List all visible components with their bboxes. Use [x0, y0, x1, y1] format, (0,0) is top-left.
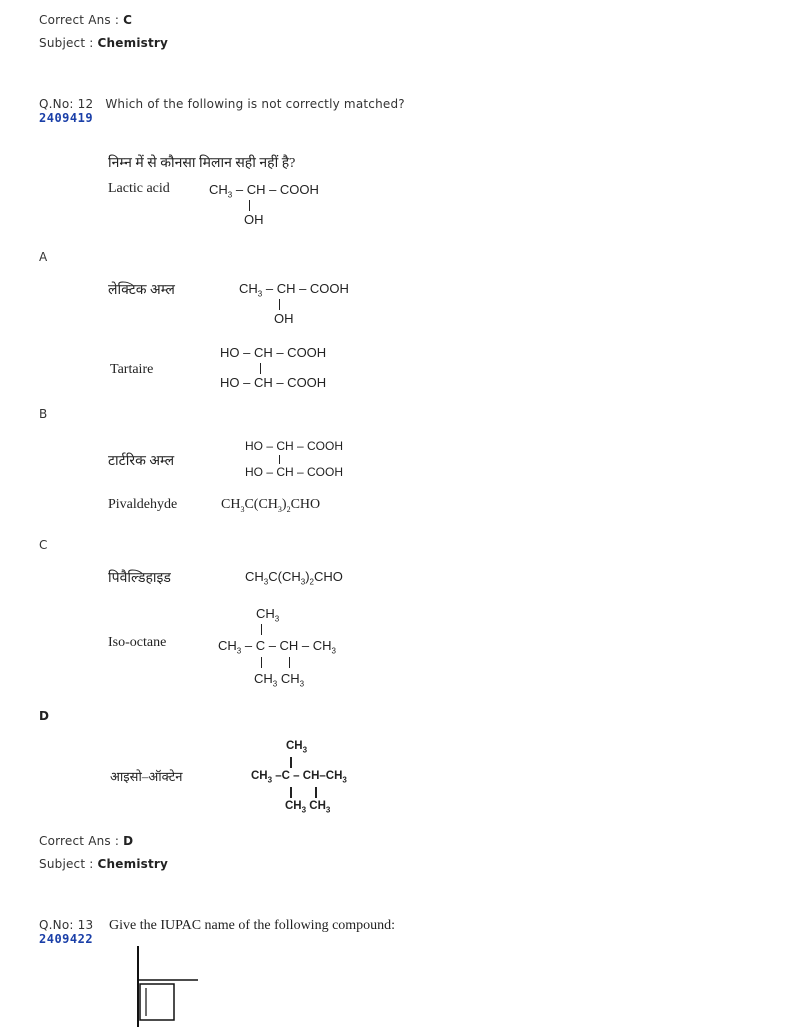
- option-d-formula-mid-hi: $CH_3$ $-C - CH-CH_3$: [251, 770, 347, 785]
- option-d-name-en: Iso-octane: [108, 635, 167, 650]
- correct-answer-row: [39, 834, 133, 848]
- option-d-name-hi: आइसो–ऑक्टेन: [110, 769, 183, 784]
- question-id: 2409422: [39, 932, 94, 946]
- option-c-name-en: Pivaldehyde: [108, 497, 178, 512]
- bond-line: [261, 657, 262, 668]
- subject-value: Chemistry: [97, 857, 169, 871]
- bond-line: [249, 200, 250, 211]
- compound-structure: [130, 940, 210, 1027]
- option-d-label[interactable]: D: [39, 709, 50, 723]
- bond-line: [289, 657, 290, 668]
- question-number: Q.No: 13: [39, 918, 94, 932]
- bond-line: [290, 757, 292, 768]
- correct-answer-label: Correct Ans :: [39, 834, 120, 848]
- option-b-formula-top-hi: HO – CH – COOH: [245, 439, 344, 453]
- option-b-formula-bottom-en: HO – CH – COOH: [220, 375, 327, 390]
- option-b-name-en: Tartaire: [110, 362, 154, 377]
- subject-value: Chemistry: [97, 36, 169, 50]
- bond-line: [279, 299, 280, 310]
- bond-line: [279, 455, 280, 464]
- correct-answer-value: C: [123, 13, 133, 27]
- correct-answer-row: [39, 13, 132, 27]
- subject-label: Subject :: [39, 857, 94, 871]
- question-id: 2409419: [39, 111, 94, 125]
- question-text-hindi: निम्न में से कौनसा मिलान सही नहीं है?: [108, 156, 296, 171]
- option-a-name-hi: लेक्टिक अम्ल: [108, 283, 175, 298]
- option-c-formula-hi: $CH_3C(CH_3)_2CHO$: [245, 569, 343, 587]
- question-text: Give the IUPAC name of the following compound:: [109, 918, 396, 933]
- option-d-formula-mid-en: $CH_3$ – C – CH – $CH_3$: [218, 638, 336, 656]
- subject-row: [39, 857, 168, 871]
- option-c-label[interactable]: C: [39, 538, 48, 552]
- option-d-formula-top-en: $CH_3$: [256, 606, 280, 624]
- option-b-label[interactable]: B: [39, 407, 48, 421]
- option-d-formula-bot-en: $CH_3$ $CH_3$: [254, 671, 305, 689]
- option-b-name-hi: टार्टरिक अम्ल: [108, 454, 175, 469]
- option-a-formula-hi: $CH_3$ – CH – COOH: [239, 281, 349, 299]
- subject-label: Subject :: [39, 36, 94, 50]
- option-d-formula-top-hi: $CH_3$: [286, 740, 308, 755]
- structure-ring: [140, 984, 174, 1020]
- option-a-name-en: Lactic acid: [108, 181, 170, 196]
- bond-line: [290, 787, 292, 798]
- option-c-name-hi: पिवैल्डिहाइड: [108, 571, 171, 586]
- correct-answer-value: D: [123, 834, 134, 848]
- question-text: Which of the following is not correctly matched?: [105, 97, 405, 111]
- question-number: Q.No: 12: [39, 97, 94, 111]
- option-a-substituent-en: OH: [244, 212, 264, 227]
- option-a-formula-en: $CH_3$ – CH – COOH: [209, 182, 319, 200]
- option-a-label[interactable]: A: [39, 250, 48, 264]
- option-a-substituent-hi: OH: [274, 311, 294, 326]
- question-header: [39, 97, 405, 111]
- option-d-formula-bot-hi: $CH_3$ $CH_3$: [285, 800, 331, 815]
- option-b-formula-bottom-hi: HO – CH – COOH: [245, 465, 344, 479]
- bond-line: [260, 363, 261, 374]
- bond-line: [315, 787, 317, 798]
- bond-line: [261, 624, 262, 635]
- subject-row: [39, 36, 168, 50]
- option-c-formula-en: $CH_3C(CH_3)_2CHO$: [221, 497, 321, 514]
- correct-answer-label: Correct Ans :: [39, 13, 120, 27]
- option-b-formula-top-en: HO – CH – COOH: [220, 345, 327, 360]
